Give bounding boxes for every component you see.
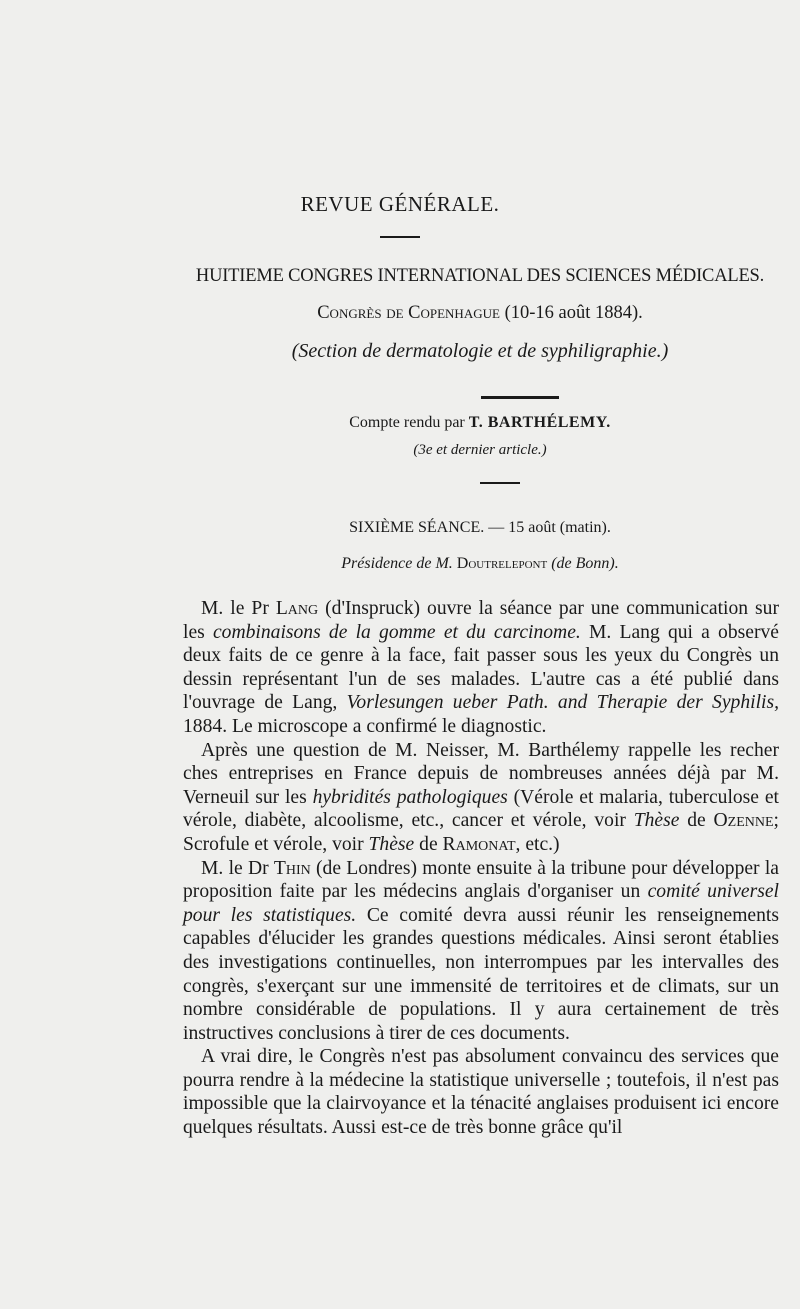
text-run: (d'Inspruck) ouvre la séance par une communication sur les bbox=[183, 598, 780, 643]
text-run: M. Lang qui a observé deux faits de ce genre à la face, fait passer sous les yeux du Congrès un dessin représentant l'un de ses malades. L'autre cas a été publié dans l'ouvrage de Lang, bbox=[183, 621, 779, 714]
congress-location bbox=[180, 303, 780, 324]
title-rule bbox=[380, 236, 420, 238]
report-prefix: Compte rendu par bbox=[349, 414, 465, 431]
presidence-suffix: (de Bonn). bbox=[551, 555, 619, 572]
section-rule bbox=[481, 396, 559, 399]
session-presidence bbox=[180, 555, 780, 573]
article-title: REVUE GÉNÉRALE. bbox=[300, 192, 500, 216]
article-body bbox=[183, 597, 779, 1140]
note-rule bbox=[480, 482, 520, 484]
text-run: de bbox=[414, 833, 443, 855]
author-name: Ramonat bbox=[442, 833, 516, 855]
text-run: 1884. Le microscope a confirmé le diagnostic. bbox=[183, 715, 547, 737]
italic-run: comité universel pour les statistiques. bbox=[183, 881, 779, 926]
italic-run: Vorlesungen ueber Path. and Therapie der Syphilis, bbox=[346, 692, 779, 714]
paragraph-1 bbox=[183, 597, 779, 739]
location-prefix: Congrès de Copenhague bbox=[317, 303, 500, 323]
italic-run: Thèse bbox=[368, 833, 415, 855]
paragraph-2 bbox=[183, 739, 779, 857]
text-run: (Vérole et malaria, tuberculose et vérole, diabète, alcoolisme, etc., cancer et vérole, voir bbox=[183, 786, 779, 832]
section-title: (Section de dermatologie et de syphiligraphie.) bbox=[291, 340, 669, 362]
text-run: A vrai dire, le Congrès n'est pas absolument convaincu des services que pourra rendre à la médecine la statistique universelle ; toutefois, il n'est pas impossible que la clairvoyance et la ténacité anglaises produisent ici encore quelques résultats. Aussi est-ce de très bonne grâce qu'il bbox=[183, 1046, 779, 1139]
report-byline bbox=[180, 414, 780, 432]
location-dates: (10-16 août 1884). bbox=[504, 303, 643, 323]
presidence-prefix: Présidence de M. bbox=[341, 555, 453, 572]
session-title: SIXIÈME SÉANCE. — 15 août (matin). bbox=[349, 519, 611, 536]
text-run: ; Scrofule et vérole, voir bbox=[183, 810, 779, 855]
author-name: Lang bbox=[275, 598, 319, 619]
text-run: de bbox=[679, 810, 714, 832]
text-run: Après une question de M. Neisser, M. Barthélemy rappelle les recher ches entreprises en France depuis de nombreuses années déjà par M. Verneuil sur les bbox=[183, 739, 779, 808]
text-run: Ce comité devra aussi réunir les renseignements capables d'élucider les grandes questions médicales. Ainsi seront établies des investigations continuelles, non interrompues par les intervalles des congrès, s'exerçant sur une immensité de territoires et de climats, sur un nombre considérable de populations. Il y aura certainement de très instructives conclusions à tirer de ces documents. bbox=[183, 904, 779, 1044]
italic-run: hybridités pathologiques bbox=[312, 786, 508, 808]
author-name: Thin bbox=[273, 857, 311, 879]
text-run: M. le Pr bbox=[201, 598, 276, 619]
paragraph-4 bbox=[183, 1045, 779, 1139]
paragraph-3 bbox=[183, 857, 779, 1046]
article-note: (3e et dernier article.) bbox=[413, 442, 547, 458]
text-run: (de Londres) monte ensuite à la tribune pour développer la proposition faite par les médecins anglais d'organiser un bbox=[183, 857, 779, 903]
text-run: , etc.) bbox=[515, 833, 560, 855]
congress-heading: HUITIEME CONGRES INTERNATIONAL DES SCIENCES MÉDICALES. bbox=[195, 266, 765, 286]
text-run: M. le Dr bbox=[201, 857, 274, 879]
italic-run: combinaisons de la gomme et du carcinome. bbox=[212, 621, 581, 643]
italic-run: Thèse bbox=[633, 810, 680, 832]
report-author: T. BARTHÉLEMY. bbox=[468, 414, 611, 431]
author-name: Ozenne bbox=[713, 810, 774, 832]
presidence-name: Doutrelepont bbox=[456, 555, 548, 572]
